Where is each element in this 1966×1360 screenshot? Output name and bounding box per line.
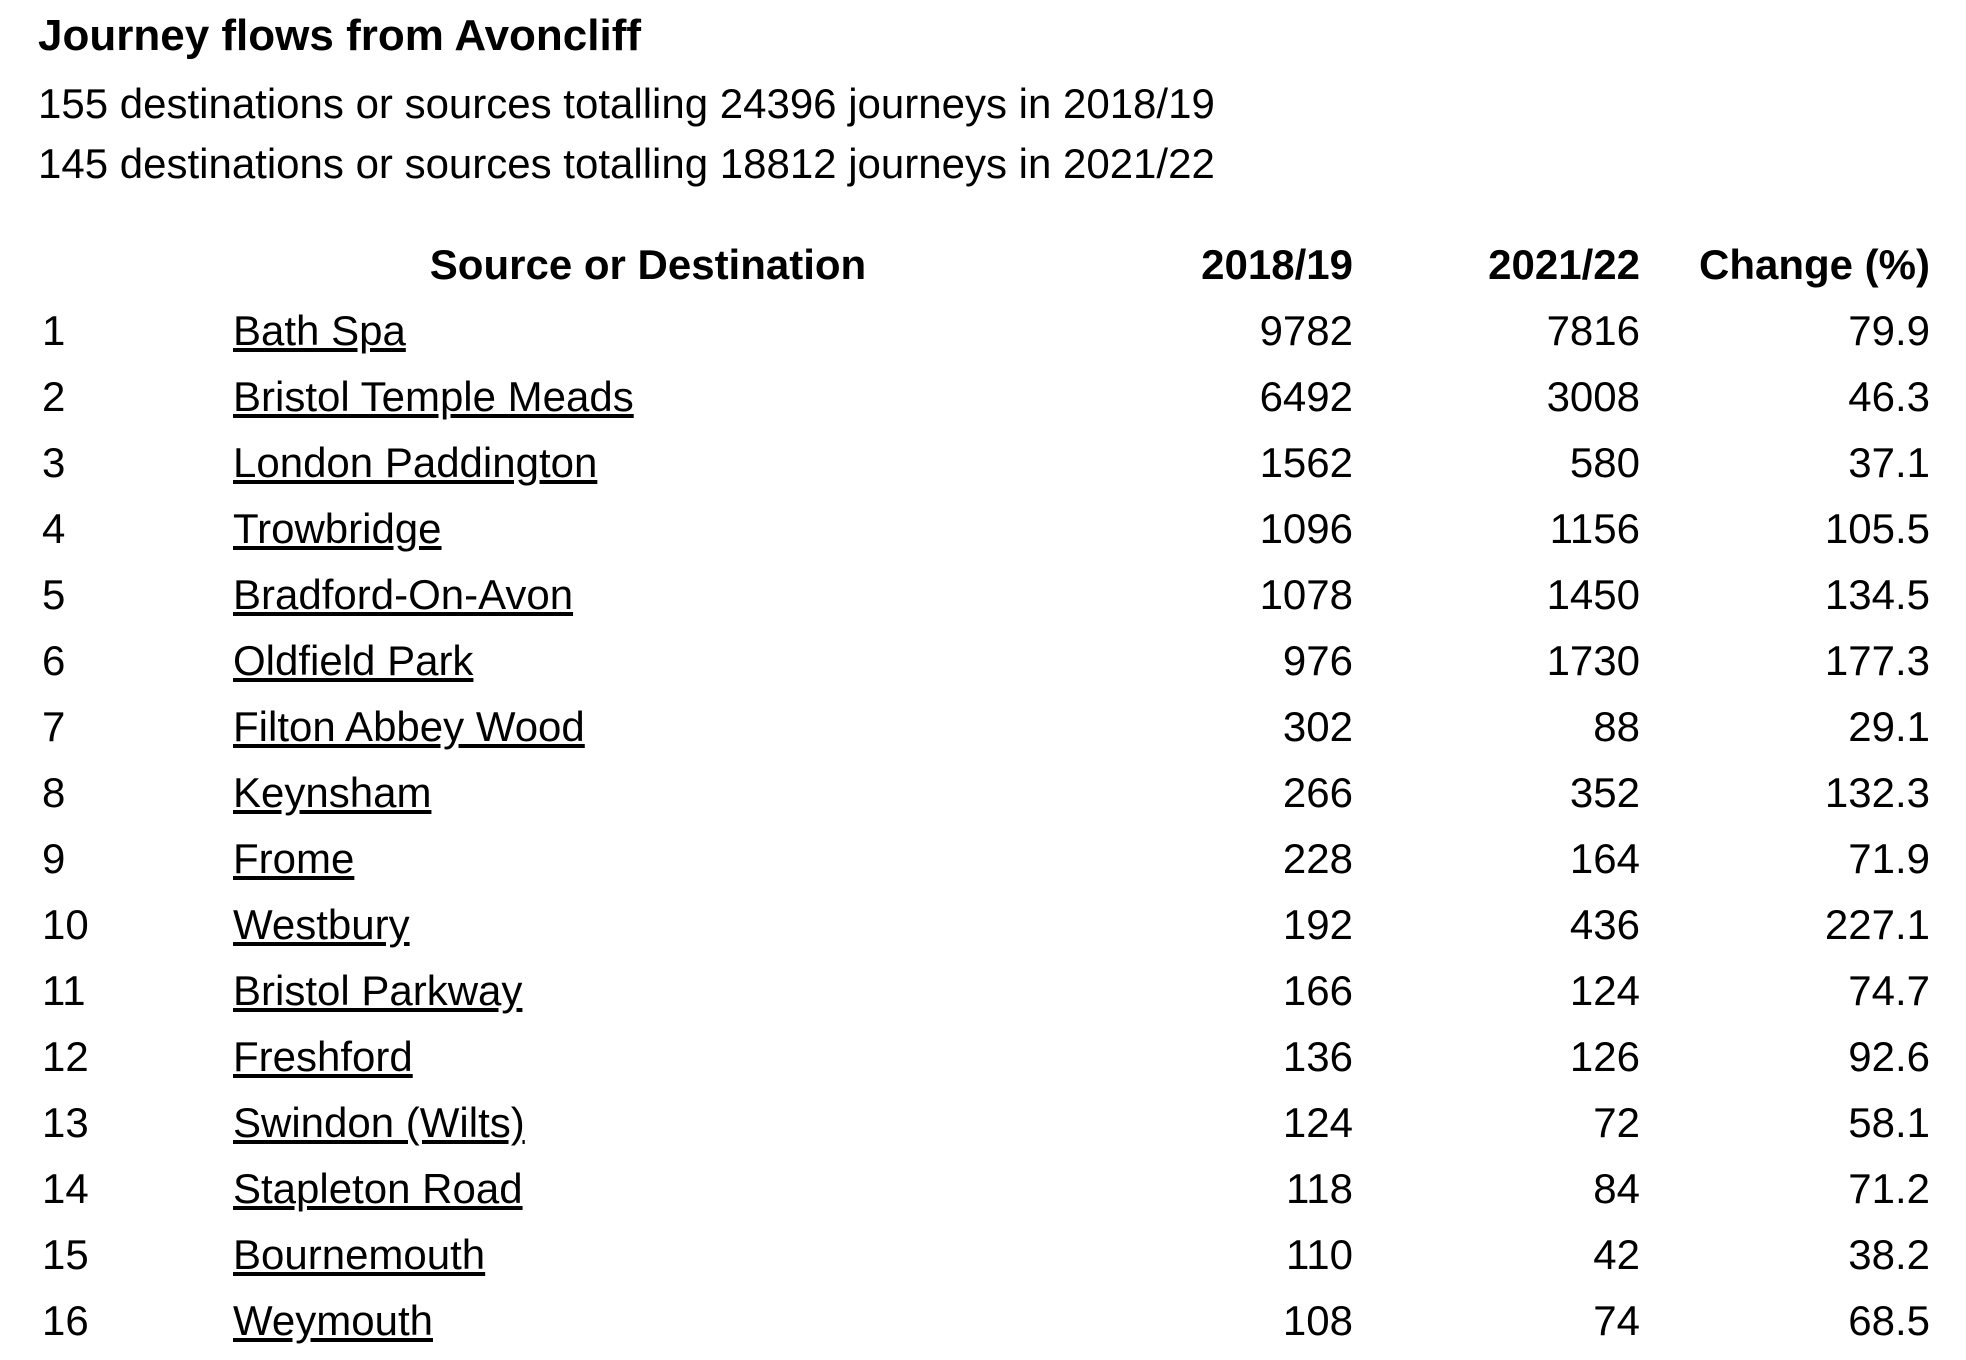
- station-cell: [233, 826, 1063, 892]
- column-header-2021-22: 2021/22: [1488, 241, 1640, 288]
- station-cell: [233, 1156, 1063, 1222]
- table-row: [38, 1156, 1930, 1222]
- rank-cell: 9: [42, 835, 66, 882]
- station-cell: [233, 958, 1063, 1024]
- rank-cell: 1: [42, 307, 66, 354]
- station-link[interactable]: Bath Spa: [233, 307, 406, 354]
- station-link[interactable]: Bristol Temple Meads: [233, 373, 634, 420]
- station-cell: [233, 298, 1063, 364]
- journeys-2018-19-cell: 108: [1282, 1297, 1353, 1344]
- summary-2021-22: 145 destinations or sources totalling 18812 journeys in 2021/22: [38, 140, 1215, 187]
- station-cell: [233, 1288, 1063, 1354]
- journeys-2021-22-cell: 1156: [1549, 505, 1640, 552]
- station-link[interactable]: Frome: [233, 835, 355, 882]
- change-percent-cell: 134.5: [1824, 571, 1930, 618]
- column-header-station: Source or Destination: [429, 241, 867, 288]
- station-cell: [233, 1222, 1063, 1288]
- station-cell: [233, 892, 1063, 958]
- rank-cell: 2: [42, 373, 66, 420]
- rank-cell: 13: [42, 1099, 89, 1146]
- journeys-2018-19-cell: 1078: [1259, 571, 1353, 618]
- change-percent-cell: 92.6: [1848, 1033, 1930, 1080]
- station-cell: [233, 760, 1063, 826]
- station-cell: [233, 430, 1063, 496]
- change-percent-cell: 132.3: [1824, 769, 1930, 816]
- table-header-row: [38, 232, 1930, 298]
- station-link[interactable]: Trowbridge: [233, 505, 442, 552]
- journeys-2018-19-cell: 166: [1282, 967, 1353, 1014]
- rank-cell: 4: [42, 505, 66, 552]
- station-cell: [233, 364, 1063, 430]
- journeys-2018-19-cell: 1562: [1259, 439, 1353, 486]
- change-percent-cell: 79.9: [1848, 307, 1930, 354]
- journeys-2018-19-cell: 110: [1286, 1231, 1353, 1278]
- journeys-2018-19-cell: 192: [1282, 901, 1353, 948]
- table-row: [38, 760, 1930, 826]
- table-row: [38, 1024, 1930, 1090]
- table-row: [38, 826, 1930, 892]
- station-link[interactable]: Stapleton Road: [233, 1165, 523, 1212]
- journeys-2021-22-cell: 1730: [1546, 637, 1640, 684]
- journeys-2018-19-cell: 976: [1282, 637, 1353, 684]
- change-percent-cell: 38.2: [1848, 1231, 1930, 1278]
- journeys-2021-22-cell: 74: [1593, 1297, 1640, 1344]
- table-row: [38, 694, 1930, 760]
- change-percent-cell: 105.5: [1824, 505, 1930, 552]
- change-percent-cell: 68.5: [1848, 1297, 1930, 1344]
- station-cell: [233, 628, 1063, 694]
- table-row: [38, 364, 1930, 430]
- journeys-2018-19-cell: 302: [1282, 703, 1353, 750]
- journeys-2021-22-cell: 436: [1569, 901, 1640, 948]
- rank-cell: 15: [42, 1231, 89, 1278]
- journeys-2021-22-cell: 72: [1593, 1099, 1640, 1146]
- table-row: [38, 1090, 1930, 1156]
- station-link[interactable]: Swindon (Wilts): [233, 1099, 525, 1146]
- journeys-2018-19-cell: 6492: [1259, 373, 1353, 420]
- table-row: [38, 628, 1930, 694]
- rank-cell: 16: [42, 1297, 89, 1344]
- journeys-2021-22-cell: 88: [1593, 703, 1640, 750]
- change-percent-cell: 74.7: [1848, 967, 1930, 1014]
- station-link[interactable]: Bristol Parkway: [233, 967, 523, 1014]
- station-link[interactable]: Filton Abbey Wood: [233, 703, 585, 750]
- table-row: [38, 562, 1930, 628]
- station-link[interactable]: Freshford: [233, 1033, 413, 1080]
- journeys-2021-22-cell: 84: [1593, 1165, 1640, 1212]
- rank-cell: 8: [42, 769, 66, 816]
- journeys-2018-19-cell: 228: [1282, 835, 1353, 882]
- page-title: Journey flows from Avoncliff: [38, 11, 642, 60]
- journeys-2021-22-cell: 3008: [1546, 373, 1640, 420]
- station-link[interactable]: Westbury: [233, 901, 410, 948]
- table-row: [38, 430, 1930, 496]
- change-percent-cell: 37.1: [1848, 439, 1930, 486]
- journeys-2021-22-cell: 580: [1569, 439, 1640, 486]
- station-link[interactable]: Oldfield Park: [233, 637, 474, 684]
- rank-cell: 3: [42, 439, 66, 486]
- rank-cell: 6: [42, 637, 66, 684]
- journey-flows-table: [38, 232, 1930, 1354]
- journeys-2018-19-cell: 118: [1286, 1165, 1353, 1212]
- station-link[interactable]: London Paddington: [233, 439, 598, 486]
- change-percent-cell: 29.1: [1848, 703, 1930, 750]
- table-row: [38, 1222, 1930, 1288]
- station-cell: [233, 562, 1063, 628]
- change-percent-cell: 71.9: [1848, 835, 1930, 882]
- journeys-2021-22-cell: 42: [1593, 1231, 1640, 1278]
- station-cell: [233, 1090, 1063, 1156]
- rank-cell: 14: [42, 1165, 89, 1212]
- station-cell: [233, 1024, 1063, 1090]
- station-cell: [233, 496, 1063, 562]
- journeys-2018-19-cell: 1096: [1259, 505, 1353, 552]
- station-link[interactable]: Keynsham: [233, 769, 432, 816]
- journeys-2021-22-cell: 124: [1569, 967, 1640, 1014]
- rank-cell: 5: [42, 571, 66, 618]
- flows-table-body: [38, 298, 1930, 1354]
- change-percent-cell: 177.3: [1824, 637, 1930, 684]
- page: [0, 8, 1966, 1354]
- table-row: [38, 1288, 1930, 1354]
- column-header-rank: [38, 232, 233, 298]
- summary-2018-19: 155 destinations or sources totalling 24396 journeys in 2018/19: [38, 80, 1215, 127]
- column-header-2018-19: 2018/19: [1201, 241, 1353, 288]
- rank-cell: 11: [42, 967, 86, 1014]
- journeys-2021-22-cell: 352: [1569, 769, 1640, 816]
- rank-cell: 12: [42, 1033, 89, 1080]
- journeys-2018-19-cell: 136: [1282, 1033, 1353, 1080]
- column-header-change: Change (%): [1699, 241, 1930, 288]
- rank-cell: 7: [42, 703, 66, 750]
- journeys-2021-22-cell: 164: [1569, 835, 1640, 882]
- journeys-2018-19-cell: 124: [1282, 1099, 1353, 1146]
- table-row: [38, 892, 1930, 958]
- station-cell: [233, 694, 1063, 760]
- change-percent-cell: 71.2: [1848, 1165, 1930, 1212]
- change-percent-cell: 58.1: [1848, 1099, 1930, 1146]
- journeys-2018-19-cell: 9782: [1259, 307, 1353, 354]
- change-percent-cell: 227.1: [1824, 901, 1930, 948]
- journeys-2021-22-cell: 126: [1569, 1033, 1640, 1080]
- table-row: [38, 298, 1930, 364]
- station-link[interactable]: Bradford-On-Avon: [233, 571, 574, 618]
- journeys-2021-22-cell: 1450: [1546, 571, 1640, 618]
- journeys-2018-19-cell: 266: [1282, 769, 1353, 816]
- table-row: [38, 958, 1930, 1024]
- journeys-2021-22-cell: 7816: [1546, 307, 1640, 354]
- table-row: [38, 496, 1930, 562]
- rank-cell: 10: [42, 901, 89, 948]
- station-link[interactable]: Weymouth: [233, 1297, 433, 1344]
- change-percent-cell: 46.3: [1848, 373, 1930, 420]
- station-link[interactable]: Bournemouth: [233, 1231, 486, 1278]
